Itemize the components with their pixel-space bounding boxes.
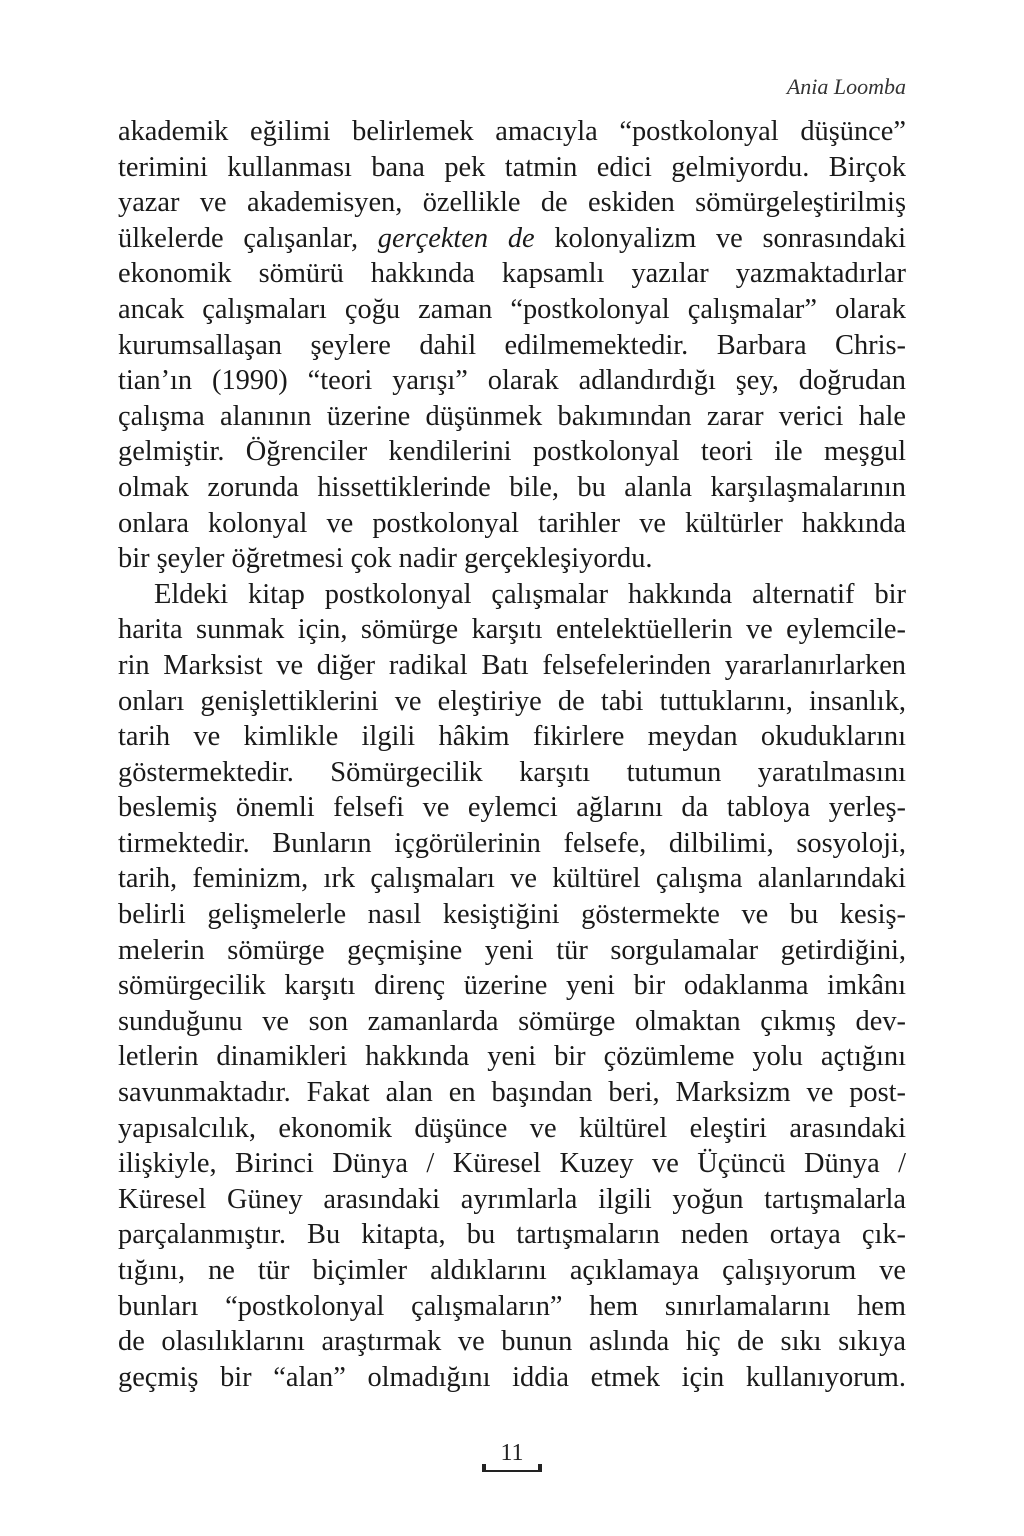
- text-line: olmak zorunda hissettiklerinde bile, bu alanla karşılaşmalarının: [118, 471, 906, 503]
- text-fragment: ülkelerde çalışanlar,: [118, 222, 359, 254]
- text-line: bunları “postkolonyal çalışmaların” hem sınırlamalarını hem: [118, 1290, 906, 1322]
- text-line: terimini kullanması bana pek tatmin edici gelmiyordu. Birçok: [118, 151, 906, 183]
- text-line-paragraph-start: Eldeki kitap postkolonyal çalışmalar hakkında alternatif bir: [154, 578, 906, 610]
- text-line: sömürgecilik karşıtı direnç üzerine yeni bir odaklanma imkânı: [118, 970, 906, 1002]
- footer-rule-right-tick: [538, 1464, 542, 1472]
- text-line: yazar ve akademisyen, özellikle de eskiden sömürgeleştirilmiş: [118, 187, 906, 219]
- text-line: beslemiş önemli felsefi ve eylemci ağlarını da tabloya yerleş-: [118, 792, 906, 824]
- text-line: tirmektedir. Bunların içgörülerinin felsefe, dilbilimi, sosyoloji,: [118, 827, 906, 859]
- text-line: tian’ın (1990) “teori yarışı” olarak adlandırdığı şey, doğrudan: [118, 365, 906, 397]
- text-line: tığını, ne tür biçimler aldıklarını açıklamaya çalışıyorum ve: [118, 1255, 906, 1286]
- text-line: sunduğunu ve son zamanlarda sömürge olmaktan çıkmış dev-: [118, 1005, 906, 1037]
- page-footer: [478, 1440, 546, 1480]
- text-line: yapısalcılık, ekonomik düşünce ve kültürel eleştiri arasındaki: [118, 1112, 906, 1144]
- text-line: melerin sömürge geçmişine yeni tür sorgulamalar getirdiğini,: [118, 934, 906, 966]
- text-line: göstermektedir. Sömürgecilik karşıtı tutumun yaratılmasını: [118, 756, 906, 788]
- text-line: onlara kolonyal ve postkolonyal tarihler ve kültürler hakkında: [118, 507, 906, 539]
- text-line: belirli gelişmelerle nasıl kesiştiğini göstermekte ve bu kesiş-: [118, 899, 906, 931]
- text-line: rin Marksist ve diğer radikal Batı felsefelerinden yararlanırlarken: [118, 649, 906, 681]
- page-number: 11: [500, 1440, 524, 1466]
- text-line: savunmaktadır. Fakat alan en başından beri, Marksizm ve post-: [118, 1077, 906, 1109]
- text-line: bir şeyler öğretmesi çok nadir gerçekleşiyordu.: [118, 543, 653, 575]
- text-line: onları genişlettiklerini ve eleştiriye de tabi tuttuklarını, insanlık,: [118, 685, 906, 717]
- text-line: tarih ve kimlikle ilgili hâkim fikirlere meydan okuduklarını: [118, 721, 906, 753]
- text-line: çalışma alanının üzerine düşünmek bakımından zarar verici hale: [118, 400, 906, 432]
- text-line: tarih, feminizm, ırk çalışmaları ve kültürel çalışma alanlarındaki: [118, 863, 906, 895]
- running-head-author: Ania Loomba: [786, 74, 906, 99]
- text-line: parçalanmıştır. Bu kitapta, bu tartışmaların neden ortaya çık-: [118, 1219, 906, 1251]
- text-line: de olasılıklarını araştırmak ve bunun aslında hiç de sıkı sıkıya: [118, 1326, 906, 1358]
- text-line: ilişkiyle, Birinci Dünya / Küresel Kuzey ve Üçüncü Dünya /: [118, 1148, 906, 1180]
- footer-rule: [484, 1470, 540, 1472]
- text-line: letlerin dinamikleri hakkında yeni bir çözümleme yolu açtığını: [118, 1041, 906, 1073]
- text-line: Küresel Güney arasındaki ayrımlarla ilgili yoğun tartışmalarla: [118, 1183, 906, 1215]
- body-text: [118, 114, 906, 1395]
- text-line: ekonomik sömürü hakkında kapsamlı yazılar yazmaktadırlar: [118, 258, 906, 290]
- text-line: ancak çalışmaları çoğu zaman “postkolonyal çalışmalar” olarak: [118, 293, 906, 325]
- text-line: akademik eğilimi belirlemek amacıyla “postkolonyal düşünce”: [118, 116, 906, 147]
- text-line: gelmiştir. Öğrenciler kendilerini postkolonyal teori ile meşgul: [118, 436, 906, 468]
- text-fragment: kolonyalizm ve sonrasındaki: [554, 222, 906, 254]
- emphasis-text: gerçekten de: [377, 222, 535, 254]
- text-line-with-emphasis: [118, 221, 906, 257]
- text-line: harita sunmak için, sömürge karşıtı entelektüellerin ve eylemcile-: [118, 614, 906, 646]
- text-line: geçmiş bir “alan” olmadığını iddia etmek için kullanıyorum.: [118, 1361, 906, 1393]
- text-line: kurumsallaşan şeylere dahil edilmemektedir. Barbara Chris-: [118, 329, 906, 361]
